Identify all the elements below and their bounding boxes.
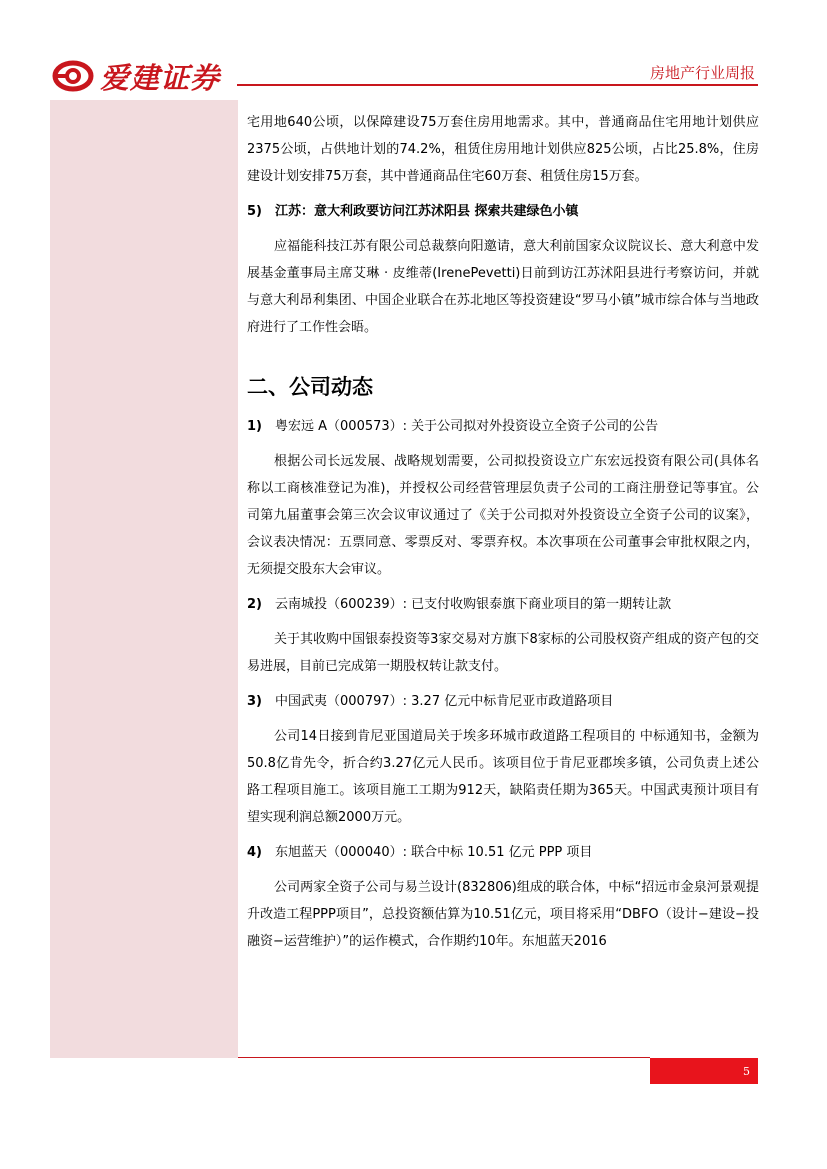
left-sidebar-panel — [50, 100, 238, 1058]
item-title: 江苏：意大利政要访问江苏沭阳县 探索共建绿色小镇 — [275, 204, 579, 219]
item-title: 东旭蓝天（000040）: 联合中标 10.51 亿元 PPP 项目 — [275, 845, 593, 860]
main-content — [247, 109, 759, 955]
company-logo — [52, 56, 220, 96]
page-number-badge — [650, 1058, 758, 1084]
company-item-2-body: 关于其收购中国银泰投资等3家交易对方旗下8家标的公司股权资产组成的资产包的交易进展，目前已完成第一期股权转让款支付。 — [247, 632, 759, 674]
item-title: 云南城投（600239）: 已支付收购银泰旗下商业项目的第一期转让款 — [275, 597, 672, 612]
intro-paragraph: 宅用地640公顷，以保障建设75万套住房用地需求。其中，普通商品住宅用地计划供应2375公顷，占供地计划的74.2%，租赁住房用地计划供应825公顷，占比25.8%，住房建设计划安排75万套，其中普通商品住宅60万套、租赁住房15万套。 — [247, 115, 759, 184]
footer-divider — [238, 1057, 650, 1058]
company-item-1-body: 根据公司长远发展、战略规划需要，公司拟投资设立广东宏远投资有限公司(具体名称以工商核准登记为准)，并授权公司经营管理层负责子公司的工商注册登记等事宜。公司第九届董事会第三次会议审议通过了《关于公司拟对外投资设立全资子公司的议案》，会议表决情况：五票同意、零票反对、零票弃权。本次事项在公司董事会审批权限之内，无须提交股东大会审议。 — [247, 454, 759, 577]
news-item-5-heading — [247, 198, 759, 225]
item-number: 3) — [247, 694, 262, 709]
item-number: 2) — [247, 597, 262, 612]
news-item-5-body: 应福能科技江苏有限公司总裁蔡向阳邀请，意大利前国家众议院议长、意大利意中发展基金董事局主席艾琳 · 皮维蒂(IrenePevetti)日前到访江苏沭阳县进行考察访问，并就与意大利昂利集团、中国企业联合在苏北地区等投资建设“罗马小镇”城市综合体与当地政府进行了工作性会晤。 — [247, 239, 759, 335]
company-item-3-heading — [247, 688, 759, 715]
report-type-label: 房地产行业周报 — [649, 64, 755, 82]
header-divider — [237, 84, 758, 86]
company-item-4-body: 公司两家全资子公司与易兰设计(832806)组成的联合体，中标“招远市金泉河景观提升改造工程PPP项目”，总投资额估算为10.51亿元，项目将采用“DBFO（设计−建设−投融资−运营维护）”的运作模式，合作期约10年。东旭蓝天2016 — [247, 880, 759, 949]
logo-text: 爱建证券 — [100, 60, 221, 95]
item-number: 5) — [247, 204, 262, 219]
company-item-4-heading — [247, 839, 759, 866]
section-title: 二、公司动态 — [247, 375, 373, 399]
company-item-2-heading — [247, 591, 759, 618]
item-title: 中国武夷（000797）: 3.27 亿元中标肯尼亚市政道路项目 — [275, 694, 614, 709]
item-number: 1) — [247, 419, 262, 434]
logo-emblem-icon — [52, 59, 94, 93]
page-number: 5 — [743, 1064, 750, 1078]
item-title: 粤宏远 A（000573）: 关于公司拟对外投资设立全资子公司的公告 — [275, 419, 659, 434]
company-item-1-heading — [247, 413, 759, 440]
company-item-3-body: 公司14日接到肯尼亚国道局关于埃多环城市政道路工程项目的 中标通知书，金额为50.8亿肯先令，折合约3.27亿元人民币。该项目位于肯尼亚郡埃多镇，公司负责上述公路工程项目施工。该项目施工工期为912天，缺陷责任期为365天。中国武夷预计项目有望实现利润总额2000万元。 — [247, 729, 759, 825]
item-number: 4) — [247, 845, 262, 860]
